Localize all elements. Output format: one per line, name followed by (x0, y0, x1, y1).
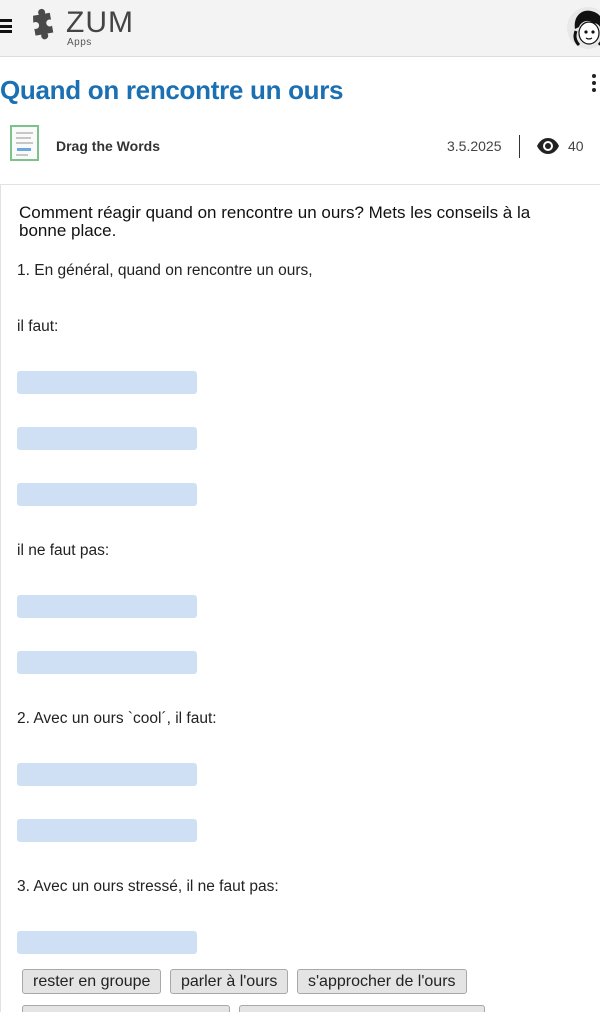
question-1-mustnot-label: il ne faut pas: (17, 542, 110, 559)
draggable-word[interactable]: s'approcher de l'ours (297, 969, 467, 994)
drop-zone-6[interactable] (17, 763, 197, 786)
view-count: 40 (568, 138, 584, 154)
content-type-label: Drag the Words (56, 138, 160, 154)
top-bar (0, 0, 600, 57)
drop-zone-1[interactable] (17, 371, 197, 394)
content-type-icon (10, 125, 39, 161)
question-2: 2. Avec un ours `cool´, il faut: (17, 710, 217, 727)
draggable-word[interactable]: rester en groupe (22, 969, 161, 994)
zum-apps-logo[interactable] (26, 8, 136, 50)
avatar[interactable] (567, 7, 600, 49)
drop-zone-5[interactable] (17, 651, 197, 674)
draggable-word-cutoff[interactable] (22, 1005, 230, 1012)
drop-zone-3[interactable] (17, 483, 197, 506)
eye-icon (536, 137, 560, 155)
logo-subtext: Apps (67, 37, 92, 48)
meta-divider (519, 135, 520, 158)
question-1-must-label: il faut: (17, 318, 59, 335)
logo-text: ZUM (66, 6, 134, 39)
more-options-icon[interactable] (590, 74, 598, 98)
task-instruction: Comment réagir quand on rencontre un ours? Mets les conseils à la bonne place. (19, 203, 531, 240)
publish-date: 3.5.2025 (447, 138, 502, 154)
drop-zone-8[interactable] (17, 931, 197, 954)
user-avatar-icon (567, 7, 600, 49)
question-3: 3. Avec un ours stressé, il ne faut pas: (17, 878, 279, 895)
page-title: Quand on rencontre un ours (0, 75, 344, 105)
question-1: 1. En général, quand on rencontre un ours, (17, 262, 313, 279)
menu-icon[interactable] (0, 19, 12, 35)
drop-zone-7[interactable] (17, 819, 197, 842)
drop-zone-4[interactable] (17, 595, 197, 618)
draggable-word-cutoff[interactable] (239, 1005, 485, 1012)
drop-zone-2[interactable] (17, 427, 197, 450)
puzzle-icon (26, 8, 62, 44)
draggable-word[interactable]: parler à l'ours (170, 969, 288, 994)
